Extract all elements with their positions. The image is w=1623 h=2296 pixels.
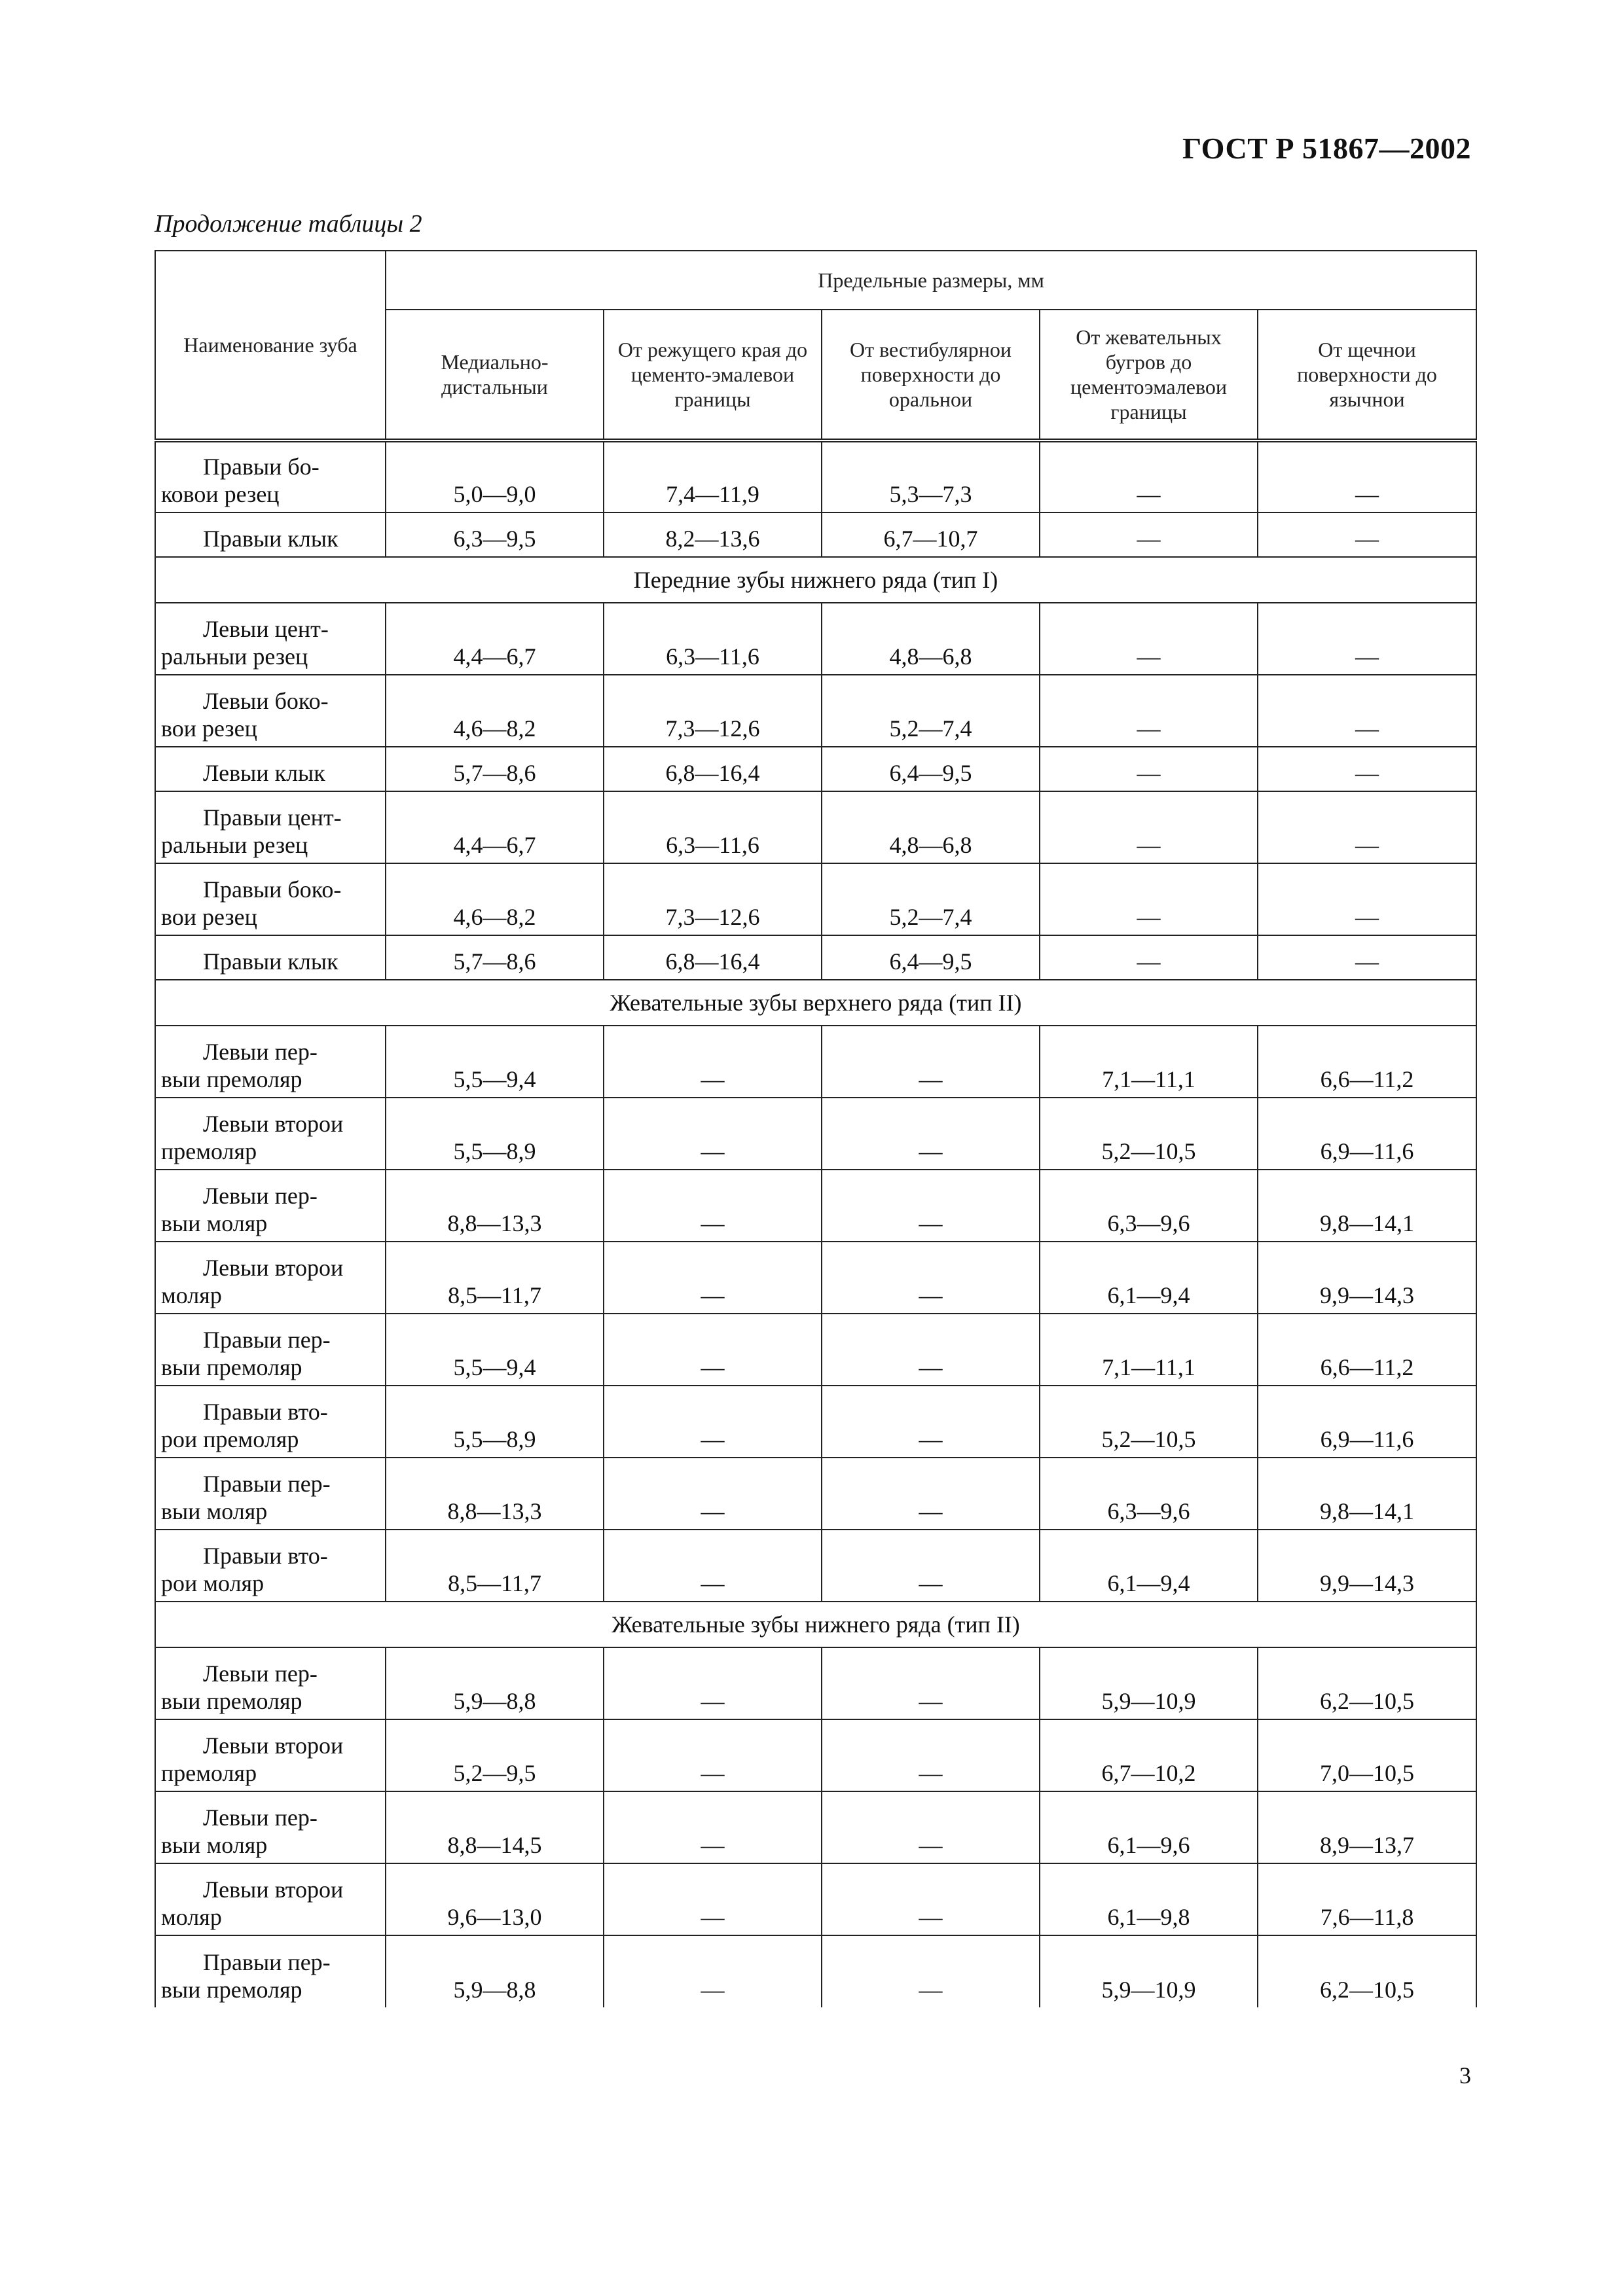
tooth-name-line1: Левыи пер- — [203, 1183, 318, 1209]
value-cell: 6,3—9,6 — [1040, 1170, 1258, 1242]
tooth-name-cell — [155, 747, 386, 791]
value-cell: 7,1—11,1 — [1040, 1026, 1258, 1098]
value-cell: 5,0—9,0 — [386, 440, 604, 512]
value-cell: — — [822, 1719, 1040, 1791]
tooth-name-line2: моляр — [161, 1282, 222, 1308]
tooth-name-line1: Правыи пер- — [203, 1471, 331, 1497]
value-cell: 5,7—8,6 — [386, 747, 604, 791]
value-cell: 7,3—12,6 — [604, 675, 822, 747]
tooth-name-line2: ковои резец — [161, 481, 280, 507]
value-cell: — — [604, 1530, 822, 1602]
table-row — [155, 512, 1476, 557]
tooth-name-cell — [155, 1863, 386, 1935]
value-cell: 7,0—10,5 — [1258, 1719, 1476, 1791]
value-cell: 7,4—11,9 — [604, 440, 822, 512]
value-cell: 5,9—10,9 — [1040, 1935, 1258, 2007]
value-cell: — — [1258, 747, 1476, 791]
value-cell: 5,5—8,9 — [386, 1098, 604, 1170]
tooth-name-line2: выи премоляр — [161, 1688, 302, 1714]
value-cell: — — [604, 1098, 822, 1170]
value-cell: 6,3—9,5 — [386, 512, 604, 557]
value-cell: 5,2—7,4 — [822, 675, 1040, 747]
tooth-name-line2: рои премоляр — [161, 1426, 299, 1452]
value-cell: — — [822, 1935, 1040, 2007]
value-cell: — — [1040, 935, 1258, 980]
value-cell: 9,8—14,1 — [1258, 1170, 1476, 1242]
table-row — [155, 747, 1476, 791]
table-row — [155, 440, 1476, 512]
tooth-name-line2: выи премоляр — [161, 1354, 302, 1380]
tooth-name-line2: рои моляр — [161, 1570, 264, 1596]
value-cell: — — [822, 1791, 1040, 1863]
value-cell: — — [604, 1170, 822, 1242]
table-row — [155, 1863, 1476, 1935]
dimensions-table — [155, 250, 1477, 2007]
value-cell: 5,2—7,4 — [822, 863, 1040, 935]
value-cell: 6,9—11,6 — [1258, 1098, 1476, 1170]
value-cell: — — [604, 1719, 822, 1791]
value-cell: 6,2—10,5 — [1258, 1935, 1476, 2007]
tooth-name-line1: Левыи клык — [203, 760, 325, 786]
value-cell: — — [1258, 863, 1476, 935]
value-cell: 6,1—9,6 — [1040, 1791, 1258, 1863]
tooth-name-line2: моляр — [161, 1904, 222, 1930]
value-cell: 6,1—9,8 — [1040, 1863, 1258, 1935]
tooth-name-cell — [155, 440, 386, 512]
section-row — [155, 980, 1476, 1026]
value-cell: 8,5—11,7 — [386, 1242, 604, 1314]
tooth-name-line1: Левыи второи — [203, 1732, 344, 1759]
table-row — [155, 1170, 1476, 1242]
tooth-name-line1: Правыи боко- — [203, 876, 342, 903]
limit-dimensions-header: Предельные размеры, мм — [386, 251, 1476, 310]
table-row — [155, 1314, 1476, 1386]
table-row — [155, 1242, 1476, 1314]
value-cell: — — [604, 1386, 822, 1458]
tooth-name-cell — [155, 935, 386, 980]
tooth-name-line1: Левыи цент- — [203, 616, 329, 642]
section-title: Жевательные зубы верхнего ряда (тип II) — [155, 980, 1476, 1026]
value-cell: — — [604, 1935, 822, 2007]
tooth-name-line2: ральныи резец — [161, 832, 308, 858]
table-row — [155, 1647, 1476, 1719]
table-body — [155, 440, 1476, 2007]
tooth-name-cell — [155, 1242, 386, 1314]
value-cell: 6,3—11,6 — [604, 791, 822, 863]
value-cell: 9,8—14,1 — [1258, 1458, 1476, 1530]
value-cell: — — [604, 1863, 822, 1935]
table-row — [155, 1530, 1476, 1602]
value-cell: — — [822, 1314, 1040, 1386]
value-cell: — — [822, 1026, 1040, 1098]
value-cell: — — [1040, 512, 1258, 557]
value-cell: — — [604, 1314, 822, 1386]
value-cell: 5,2—10,5 — [1040, 1098, 1258, 1170]
page-number: 3 — [1459, 2062, 1471, 2089]
value-cell: 5,5—8,9 — [386, 1386, 604, 1458]
table-row — [155, 1791, 1476, 1863]
column-header: От режущего края до цементо-эмалевои границы — [604, 310, 822, 440]
tooth-name-line2: премоляр — [161, 1138, 257, 1164]
value-cell: 6,6—11,2 — [1258, 1314, 1476, 1386]
value-cell: 6,1—9,4 — [1040, 1530, 1258, 1602]
value-cell: 7,6—11,8 — [1258, 1863, 1476, 1935]
value-cell: 5,9—8,8 — [386, 1935, 604, 2007]
value-cell: — — [604, 1791, 822, 1863]
tooth-name-line1: Левыи второи — [203, 1111, 344, 1137]
tooth-name-cell — [155, 791, 386, 863]
tooth-name-header: Наименование зуба — [155, 251, 386, 440]
value-cell: 6,7—10,2 — [1040, 1719, 1258, 1791]
section-title: Передние зубы нижнего ряда (тип I) — [155, 557, 1476, 603]
tooth-name-line1: Левыи пер- — [203, 1039, 318, 1065]
standard-designation: ГОСТ Р 51867—2002 — [1182, 132, 1471, 165]
value-cell: 8,5—11,7 — [386, 1530, 604, 1602]
tooth-name-cell — [155, 1314, 386, 1386]
tooth-name-cell — [155, 1647, 386, 1719]
value-cell: 6,4—9,5 — [822, 935, 1040, 980]
value-cell: 8,8—14,5 — [386, 1791, 604, 1863]
value-cell: 4,8—6,8 — [822, 603, 1040, 675]
section-row — [155, 1602, 1476, 1647]
value-cell: 5,5—9,4 — [386, 1026, 604, 1098]
table-row — [155, 1098, 1476, 1170]
value-cell: — — [1258, 791, 1476, 863]
value-cell: 9,6—13,0 — [386, 1863, 604, 1935]
value-cell: 5,2—10,5 — [1040, 1386, 1258, 1458]
table-row — [155, 863, 1476, 935]
value-cell: 4,8—6,8 — [822, 791, 1040, 863]
value-cell: 6,3—11,6 — [604, 603, 822, 675]
value-cell: 6,7—10,7 — [822, 512, 1040, 557]
value-cell: 5,7—8,6 — [386, 935, 604, 980]
table-row — [155, 1386, 1476, 1458]
tooth-name-line1: Правыи вто- — [203, 1543, 328, 1569]
value-cell: 8,9—13,7 — [1258, 1791, 1476, 1863]
tooth-name-line2: выи моляр — [161, 1832, 268, 1858]
tooth-name-line1: Левыи пер- — [203, 1804, 318, 1831]
section-title: Жевательные зубы нижнего ряда (тип II) — [155, 1602, 1476, 1647]
value-cell: — — [822, 1170, 1040, 1242]
tooth-name-cell — [155, 1530, 386, 1602]
value-cell: 4,6—8,2 — [386, 675, 604, 747]
value-cell: — — [1040, 675, 1258, 747]
table-row — [155, 603, 1476, 675]
value-cell: 5,2—9,5 — [386, 1719, 604, 1791]
value-cell: 9,9—14,3 — [1258, 1242, 1476, 1314]
value-cell: — — [604, 1647, 822, 1719]
value-cell: 8,2—13,6 — [604, 512, 822, 557]
value-cell: 4,4—6,7 — [386, 603, 604, 675]
tooth-name-line1: Левыи второи — [203, 1876, 344, 1903]
value-cell: — — [1258, 935, 1476, 980]
value-cell: 7,3—12,6 — [604, 863, 822, 935]
value-cell: 6,8—16,4 — [604, 747, 822, 791]
table-row — [155, 675, 1476, 747]
value-cell: 8,8—13,3 — [386, 1458, 604, 1530]
tooth-name-line1: Левыи боко- — [203, 688, 329, 714]
column-header: Медиально-дистальныи — [386, 310, 604, 440]
tooth-name-line1: Правыи пер- — [203, 1949, 331, 1975]
value-cell: 5,3—7,3 — [822, 440, 1040, 512]
tooth-name-line2: ральныи резец — [161, 643, 308, 670]
dimensions-table-container — [155, 250, 1476, 2007]
table-row — [155, 1458, 1476, 1530]
value-cell: 6,8—16,4 — [604, 935, 822, 980]
value-cell: 6,6—11,2 — [1258, 1026, 1476, 1098]
value-cell: 7,1—11,1 — [1040, 1314, 1258, 1386]
value-cell: — — [1040, 603, 1258, 675]
value-cell: — — [604, 1026, 822, 1098]
tooth-name-line2: выи премоляр — [161, 1977, 302, 2003]
value-cell: — — [822, 1458, 1040, 1530]
table-row — [155, 1935, 1476, 2007]
value-cell: — — [1040, 791, 1258, 863]
tooth-name-line1: Правыи пер- — [203, 1327, 331, 1353]
tooth-name-line1: Правыи вто- — [203, 1399, 328, 1425]
table-row — [155, 1719, 1476, 1791]
tooth-name-line1: Левыи пер- — [203, 1660, 318, 1687]
section-row — [155, 557, 1476, 603]
value-cell: 4,4—6,7 — [386, 791, 604, 863]
tooth-name-line1: Правыи бо- — [203, 454, 319, 480]
column-header: От вестибулярнои поверхности до оральнои — [822, 310, 1040, 440]
tooth-name-cell — [155, 1170, 386, 1242]
value-cell: — — [604, 1242, 822, 1314]
value-cell: 6,1—9,4 — [1040, 1242, 1258, 1314]
value-cell: — — [1040, 440, 1258, 512]
value-cell: — — [822, 1863, 1040, 1935]
tooth-name-line1: Левыи второи — [203, 1255, 344, 1281]
tooth-name-line1: Правыи клык — [203, 948, 338, 975]
value-cell: 6,4—9,5 — [822, 747, 1040, 791]
value-cell: — — [822, 1647, 1040, 1719]
value-cell: — — [1258, 603, 1476, 675]
tooth-name-line1: Правыи клык — [203, 526, 338, 552]
tooth-name-line2: вои резец — [161, 715, 257, 742]
value-cell: 5,5—9,4 — [386, 1314, 604, 1386]
value-cell: — — [1040, 863, 1258, 935]
column-header: От жевательных бугров до цементоэмалевои границы — [1040, 310, 1258, 440]
value-cell: — — [1258, 512, 1476, 557]
table-row — [155, 1026, 1476, 1098]
tooth-name-cell — [155, 1098, 386, 1170]
tooth-name-cell — [155, 512, 386, 557]
table-header — [155, 251, 1476, 440]
value-cell: — — [822, 1386, 1040, 1458]
tooth-name-cell — [155, 1458, 386, 1530]
table-row — [155, 935, 1476, 980]
value-cell: 4,6—8,2 — [386, 863, 604, 935]
value-cell: 6,9—11,6 — [1258, 1386, 1476, 1458]
value-cell: 6,2—10,5 — [1258, 1647, 1476, 1719]
value-cell: — — [1258, 440, 1476, 512]
column-header: От щечнои поверхности до язычнои — [1258, 310, 1476, 440]
tooth-name-cell — [155, 1026, 386, 1098]
tooth-name-cell — [155, 863, 386, 935]
tooth-name-cell — [155, 675, 386, 747]
value-cell: — — [1040, 747, 1258, 791]
value-cell: 9,9—14,3 — [1258, 1530, 1476, 1602]
value-cell: — — [604, 1458, 822, 1530]
table-row — [155, 791, 1476, 863]
value-cell: — — [822, 1530, 1040, 1602]
value-cell: 5,9—10,9 — [1040, 1647, 1258, 1719]
table-caption: Продолжение таблицы 2 — [155, 210, 422, 238]
value-cell: 6,3—9,6 — [1040, 1458, 1258, 1530]
tooth-name-line2: выи моляр — [161, 1498, 268, 1524]
tooth-name-cell — [155, 1935, 386, 2007]
tooth-name-cell — [155, 603, 386, 675]
tooth-name-line1: Правыи цент- — [203, 804, 342, 831]
value-cell: 8,8—13,3 — [386, 1170, 604, 1242]
tooth-name-line2: вои резец — [161, 904, 257, 930]
value-cell: — — [822, 1242, 1040, 1314]
tooth-name-cell — [155, 1791, 386, 1863]
tooth-name-line2: выи моляр — [161, 1210, 268, 1236]
value-cell: — — [822, 1098, 1040, 1170]
tooth-name-cell — [155, 1719, 386, 1791]
value-cell: 5,9—8,8 — [386, 1647, 604, 1719]
tooth-name-line2: премоляр — [161, 1760, 257, 1786]
tooth-name-cell — [155, 1386, 386, 1458]
tooth-name-line2: выи премоляр — [161, 1066, 302, 1092]
value-cell: — — [1258, 675, 1476, 747]
